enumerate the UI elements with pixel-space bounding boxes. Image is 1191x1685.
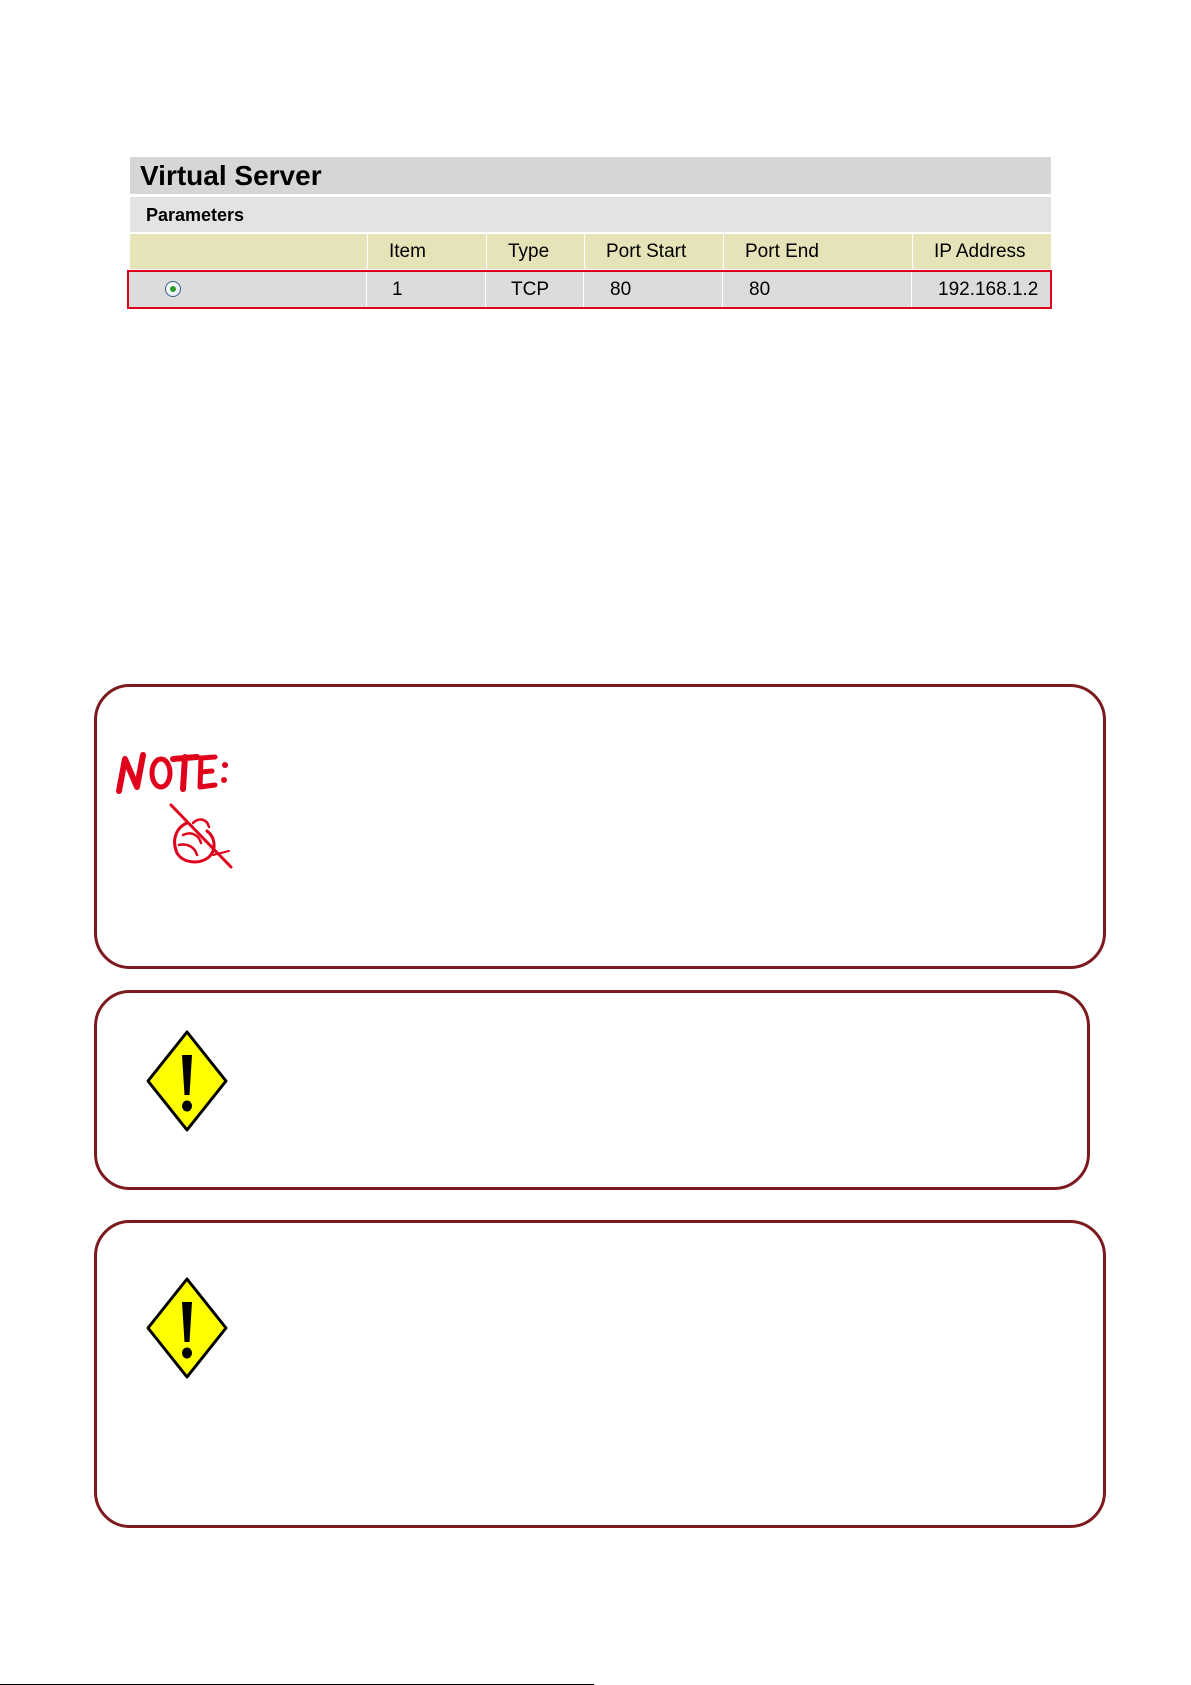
warning-box [94, 1220, 1106, 1528]
column-header-port-end: Port End [745, 241, 819, 262]
virtual-server-panel [130, 157, 1051, 311]
warning-diamond-icon [145, 1276, 229, 1380]
panel-title: Virtual Server [130, 157, 1051, 194]
row-type: TCP [511, 279, 549, 300]
table-row[interactable] [127, 270, 1052, 309]
warning-diamond-icon [145, 1029, 229, 1133]
row-item: 1 [392, 279, 403, 300]
row-port-end: 80 [749, 279, 771, 300]
column-header-ip-address: IP Address [934, 241, 1026, 262]
row-ip-address: 192.168.1.2 [938, 279, 1039, 300]
note-hand-writing-icon [113, 747, 253, 877]
column-header-type: Type [508, 241, 550, 262]
column-header-item: Item [389, 241, 426, 262]
warning-box [94, 990, 1090, 1190]
section-title: Parameters [130, 196, 1051, 232]
row-select-cell[interactable] [129, 272, 366, 307]
row-select-radio[interactable] [165, 281, 181, 297]
row-port-start: 80 [610, 279, 632, 300]
table-header [130, 234, 1051, 269]
note-box [94, 684, 1106, 969]
column-header-port-start: Port Start [606, 241, 687, 262]
column-header-select [130, 234, 367, 269]
